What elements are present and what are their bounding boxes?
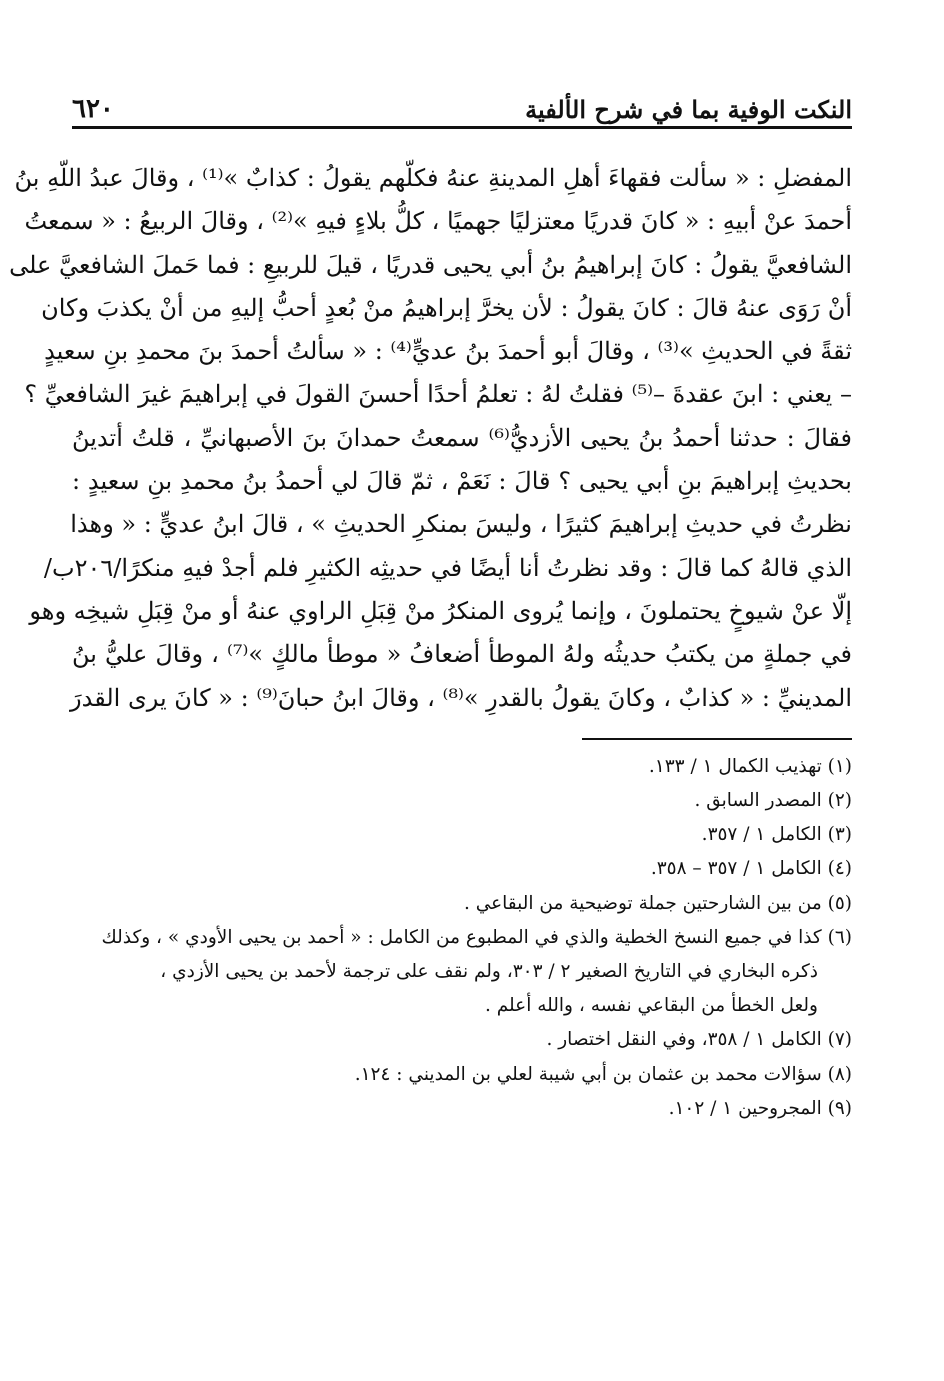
text-line: الذي قالهُ كما قالَ : وقد نظرتُ أنا أيضًا في حديثِه الكثيرِ فلم أجدْ فيهِ منكرًا/٢٠٦ب/ [43,553,852,582]
text-line: فقالَ : حدثنا أحمدُ بنُ يحيى الأزديُّ⁽⁶⁾ سمعتُ حمدانَ بنَ الأصبهانيِّ ، قلتُ أتدينُ [72,423,853,452]
footnote-1: (١) تهذيب الكمال ١ / ١٣٣. [648,755,852,777]
footnote-9: (٩) المجروحين ١ / ١٠٢. [668,1097,852,1119]
footnote-2: (٢) المصدر السابق . [694,790,852,812]
book-page [9,70,853,1360]
footnotes [72,750,852,1126]
footnote-8: (٨) سؤالات محمد بن عثمان بن أبي شيبة لعلي بن المديني : ١٢٤. [354,1063,852,1085]
text-line: إلّا عنْ شيوخٍ يحتملونَ ، وإنما يُروى المنكرُ منْ قِبَلِ الراوي عنهُ أو منْ قِبَلِ شيخِه وهو [29,596,852,625]
text-line: نظرتُ في حديثِ إبراهيمَ كثيرًا ، وليسَ بمنكرِ الحديثِ » ، قالَ ابنُ عديٍّ : « وهذا [70,510,852,539]
text-line: بحديثِ إبراهيمَ بنِ أبي يحيى ؟ قالَ : نَعَمْ ، ثمّ قالَ لي أحمدُ بنُ محمدِ بنِ سعيدٍ : [72,467,852,496]
footnote-separator [582,738,852,740]
footnote-3: (٣) الكامل ١ / ٣٥٧. [701,824,852,846]
footnote-7: (٧) الكامل ١ / ٣٥٨، وفي النقل اختصار . [546,1029,852,1051]
footnote-6-continuation: ولعل الخطأ من البقاعي نفسه ، والله أعلم . [484,995,818,1017]
text-line: المدينيِّ : « كذابٌ ، وكانَ يقولُ بالقدرِ »⁽⁸⁾ ، وقالَ ابنُ حبانَ⁽⁹⁾ : « كانَ يرى القدرَ [70,683,852,712]
footnote-6-continuation: ذكره البخاري في التاريخ الصغير ٢ / ٣٠٣، ولم نقف على ترجمة لأحمد بن يحيى الأزدي ، [160,961,818,983]
footnote-4: (٤) الكامل ١ / ٣٥٧ – ٣٥٨. [650,858,852,880]
text-line: المفضلِ : « سألت فقهاءَ أهلِ المدينةِ عنهُ فكلّهم يقولُ : كذابٌ »⁽¹⁾ ، وقالَ عبدُ اللّهِ بنُ [14,164,852,192]
page-number: ٦٢٠ [72,94,114,124]
text-line: في جملةٍ من يكتبُ حديثُه ولهُ الموطأ أضعافُ « موطأ مالكٍ »⁽⁷⁾ ، وقالَ عليُّ بنُ [72,640,853,669]
text-line: ثقةً في الحديثِ »⁽³⁾ ، وقالَ أبو أحمدَ بنُ عديٍّ⁽⁴⁾ : « سألتُ أحمدَ بنَ محمدِ بنِ سعيدٍ [44,337,852,366]
page-header [72,70,852,129]
book-title: النكت الوفية بما في شرح الألفية [525,95,852,124]
footnote-6: (٦) كذا في جميع النسخ الخطية والذي في المطبوع من الكامل : « أحمد بن يحيى الأودي » ، وكذلك [101,926,852,948]
footnote-5: (٥) من بين الشارحتين جملة توضيحية من البقاعي . [463,892,852,914]
main-text [9,157,853,720]
text-line: أنْ رَوَى عنهُ قالَ : كانَ يقولُ : لأن يخرَّ إبراهيمُ منْ بُعدٍ أحبُّ إليهِ من أنْ يكذبَ وكان [41,293,852,322]
text-line: أحمدَ عنْ أبيهِ : « كانَ قدريًا معتزليًا جهميًا ، كلُّ بلاءٍ فيهِ »⁽²⁾ ، وقالَ الربيعُ : « سمعتُ [24,207,852,236]
text-line: الشافعيَّ يقولُ : كانَ إبراهيمُ بنُ أبي يحيى قدريًا ، قيلَ للربيعِ : فما حَملَ الشافعيَّ على [9,250,852,279]
text-line: – يعني : ابنَ عقدةَ –⁽⁵⁾ فقلتُ لهُ : تعلمُ أحدًا أحسنَ القولَ في إبراهيمَ غيرَ الشافعيِّ ؟ [24,380,852,409]
